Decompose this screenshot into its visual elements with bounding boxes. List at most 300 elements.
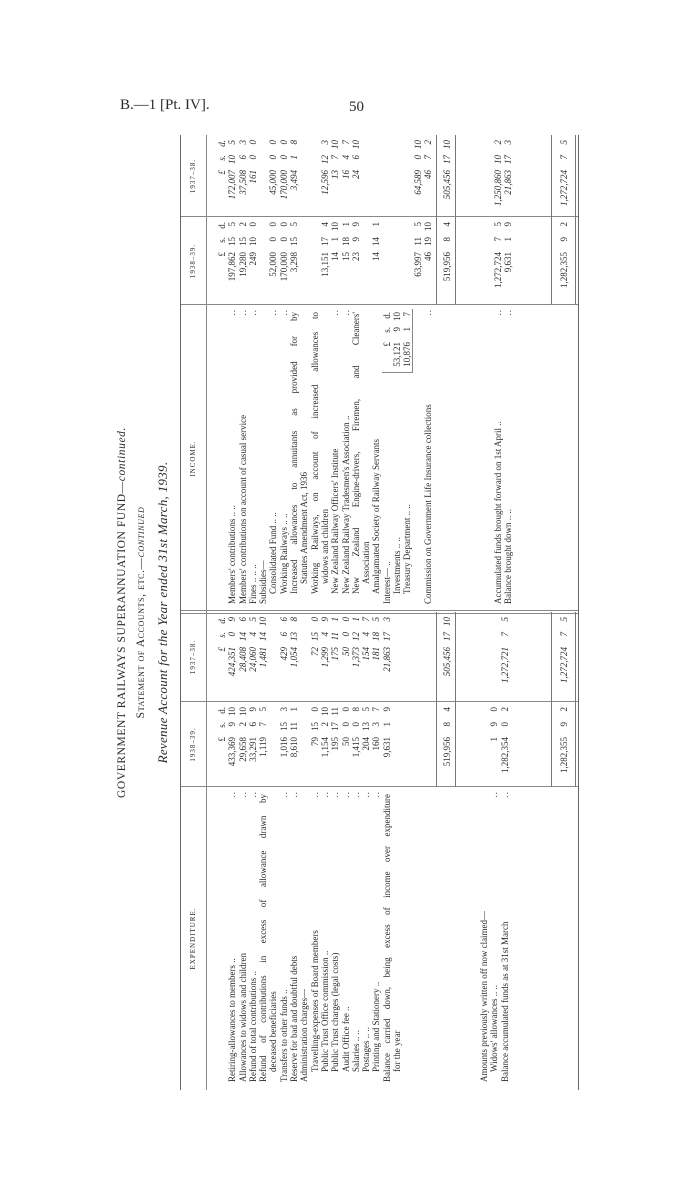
shillings: 7 bbox=[559, 155, 569, 160]
row-label bbox=[217, 787, 227, 1090]
pence: 8 bbox=[350, 707, 361, 712]
pounds: 170,000 bbox=[278, 252, 289, 282]
pence: 10 bbox=[392, 312, 403, 321]
amount-1938-39 bbox=[248, 217, 258, 305]
dot-leader: .. bbox=[503, 309, 514, 316]
row-label bbox=[310, 305, 320, 612]
label-text: Public Trust charges (legal costs) bbox=[330, 952, 341, 1072]
amount-1937-38 bbox=[320, 135, 330, 217]
shillings: 15 bbox=[289, 237, 300, 246]
table-row bbox=[299, 135, 309, 612]
pence: 6 bbox=[237, 617, 248, 622]
shillings: 11 bbox=[330, 632, 341, 641]
table-row bbox=[310, 612, 320, 1090]
dot-leader: .. bbox=[247, 791, 258, 798]
shillings: 0 bbox=[268, 155, 279, 160]
label-text: Administration charges— bbox=[299, 988, 310, 1082]
grand-total-row bbox=[551, 612, 576, 1090]
dot-leader: .. bbox=[361, 791, 372, 798]
pounds: 10,876 bbox=[402, 342, 413, 367]
pence: 4 bbox=[319, 222, 330, 227]
amount-1937-38 bbox=[341, 612, 351, 702]
table-row bbox=[238, 135, 248, 612]
pence: 5 bbox=[227, 222, 238, 227]
pounds: 1,373 bbox=[350, 647, 361, 668]
row-label bbox=[361, 787, 371, 1090]
pounds: 519,956 bbox=[442, 252, 452, 282]
pence: 5 bbox=[493, 222, 503, 227]
amount-1938-39 bbox=[500, 702, 510, 787]
table-row bbox=[248, 612, 258, 1090]
pence: 4 bbox=[442, 222, 452, 227]
dot-leader: .. bbox=[340, 791, 351, 798]
income-total bbox=[436, 135, 456, 612]
table-row bbox=[248, 135, 258, 612]
pence: d. bbox=[381, 312, 392, 319]
amount-1938-39 bbox=[279, 217, 289, 305]
total-1938-39 bbox=[436, 702, 456, 787]
table-row bbox=[299, 612, 309, 1090]
shillings: 17 bbox=[319, 237, 330, 246]
row-label bbox=[341, 787, 351, 1090]
row-label bbox=[320, 305, 330, 612]
row-label bbox=[217, 305, 227, 612]
shillings: 6 bbox=[278, 632, 289, 637]
pounds: 23 bbox=[350, 252, 361, 261]
label-text: widows and children bbox=[319, 509, 330, 584]
row-label bbox=[310, 787, 320, 1090]
table-row bbox=[423, 135, 433, 612]
pounds: 64,589 bbox=[412, 170, 423, 195]
row-label bbox=[500, 787, 510, 1090]
shillings: 2 bbox=[237, 722, 248, 727]
row-label bbox=[268, 787, 278, 1090]
label-text: Widows' allowances .. .. bbox=[489, 985, 500, 1072]
amount-1937-38 bbox=[238, 135, 248, 217]
pence: 0 bbox=[278, 222, 289, 227]
label-text: Allowances to widows and children bbox=[237, 953, 248, 1082]
table-row bbox=[320, 135, 330, 612]
dot-leader: .. bbox=[330, 791, 341, 798]
row-label bbox=[371, 305, 381, 612]
label-text: Amounts previously written off now claimed— bbox=[479, 910, 489, 1082]
shillings: 15 bbox=[309, 632, 320, 641]
amount-1938-39 bbox=[423, 217, 433, 305]
label-text: deceased beneficiaries bbox=[268, 991, 279, 1072]
amount-1938-39 bbox=[493, 217, 503, 305]
pounds: 154 bbox=[361, 647, 372, 661]
label-text: Refund of total contributions .. bbox=[247, 971, 258, 1082]
row-label bbox=[330, 787, 340, 1090]
pounds: 1,054 bbox=[289, 647, 300, 668]
total-row bbox=[436, 135, 456, 612]
dot-leader: .. bbox=[309, 791, 320, 798]
expenditure-grand-total bbox=[551, 612, 576, 1090]
pounds: 52,000 bbox=[268, 252, 279, 277]
amount-1937-38 bbox=[330, 135, 340, 217]
table-row bbox=[330, 612, 340, 1090]
currency-1937-38 bbox=[217, 135, 227, 217]
pence: 5 bbox=[559, 617, 569, 622]
pounds: 33,291 bbox=[247, 737, 258, 762]
pounds: 1,282,355 bbox=[559, 737, 569, 773]
shillings: 11 bbox=[412, 237, 423, 246]
table-row bbox=[351, 135, 361, 612]
account-title: Revenue Account for the Year ended 31st March, 1939. bbox=[155, 461, 170, 764]
shillings: s. bbox=[217, 237, 227, 243]
shillings: 7 bbox=[258, 722, 269, 727]
label-text bbox=[217, 309, 227, 604]
pence: 7 bbox=[361, 617, 372, 622]
row-label bbox=[503, 305, 513, 612]
label-text: Postages .. .. bbox=[361, 1027, 372, 1072]
amount-1938-39 bbox=[238, 702, 248, 787]
label-text bbox=[217, 791, 227, 1082]
pounds: 249 bbox=[247, 252, 258, 266]
amount-1938-39 bbox=[320, 217, 330, 305]
pounds: 53,121 bbox=[392, 342, 403, 367]
amount-1937-38 bbox=[268, 612, 278, 702]
pounds: 1,272,724 bbox=[559, 170, 569, 206]
row-label bbox=[392, 787, 402, 1090]
amount-1938-39 bbox=[503, 217, 513, 305]
row-label bbox=[268, 305, 278, 612]
pence: 3 bbox=[381, 617, 392, 622]
pence: 9 bbox=[381, 707, 392, 712]
amount-1937-38 bbox=[413, 135, 423, 217]
currency-1937-38 bbox=[217, 612, 227, 702]
table-row bbox=[279, 612, 289, 1090]
dot-leader: .. bbox=[227, 309, 238, 316]
shillings: 18 bbox=[371, 632, 382, 641]
shillings: 9 bbox=[392, 327, 403, 332]
header-inc-1937-38: 1937–38. bbox=[189, 158, 197, 194]
label-text: Association bbox=[361, 541, 372, 584]
pounds: 63,997 bbox=[412, 252, 423, 277]
amount-1938-39 bbox=[227, 702, 237, 787]
row-label bbox=[436, 787, 456, 1090]
shillings: 15 bbox=[278, 722, 289, 731]
pence: 8 bbox=[289, 140, 300, 145]
table-row bbox=[279, 135, 289, 612]
rotated-statement bbox=[110, 135, 577, 1090]
shillings: 1 bbox=[289, 155, 300, 160]
table-row bbox=[341, 612, 351, 1090]
shillings: 2 bbox=[319, 722, 330, 727]
row-label bbox=[551, 787, 576, 1090]
shillings: 15 bbox=[309, 722, 320, 731]
pounds: 9,631 bbox=[381, 737, 392, 758]
label-text: Retiring-allowances to members .. bbox=[227, 958, 238, 1082]
label-text: Treasury Department .. .. bbox=[402, 504, 413, 594]
row-label bbox=[227, 305, 237, 612]
pence: d. bbox=[217, 617, 227, 624]
amount-1938-39 bbox=[371, 702, 381, 787]
row-label bbox=[392, 305, 402, 612]
pence: d. bbox=[217, 707, 227, 714]
table-row bbox=[289, 612, 299, 1090]
label-text: Consolidated Fund .. .. bbox=[268, 512, 279, 594]
pounds: 21,863 bbox=[503, 170, 514, 195]
row-label bbox=[371, 787, 381, 1090]
pence: 1 bbox=[289, 707, 300, 712]
pence: 7 bbox=[402, 312, 413, 317]
table-row bbox=[371, 612, 381, 1090]
pence: 10 bbox=[330, 222, 341, 231]
pounds: 14 bbox=[330, 252, 341, 261]
pence: 11 bbox=[330, 707, 341, 716]
pounds: 15 bbox=[340, 252, 351, 261]
shillings: s. bbox=[217, 155, 227, 161]
pence: d. bbox=[217, 140, 227, 147]
table-row bbox=[392, 135, 402, 612]
table-row bbox=[413, 135, 423, 612]
row-label bbox=[227, 787, 237, 1090]
pounds: 24,060 bbox=[247, 647, 258, 672]
total-1937-38 bbox=[436, 612, 456, 702]
dot-leader: .. bbox=[278, 309, 289, 316]
row-label bbox=[382, 787, 392, 1090]
total-row bbox=[436, 612, 456, 1090]
dot-leader: .. bbox=[237, 309, 248, 316]
amount-1937-38 bbox=[310, 135, 320, 217]
dot-leader: .. bbox=[330, 309, 341, 316]
pence: 10 bbox=[237, 707, 248, 716]
dot-leader: .. bbox=[278, 791, 289, 798]
shillings: 10 bbox=[247, 237, 258, 246]
amount-1937-38 bbox=[299, 135, 309, 217]
shillings: 3 bbox=[371, 722, 382, 727]
pounds: 175 bbox=[330, 647, 341, 661]
dot-leader: .. bbox=[489, 791, 500, 798]
pounds: 9,631 bbox=[503, 252, 514, 273]
amount-1938-39 bbox=[299, 217, 309, 305]
pounds: 1,299 bbox=[319, 647, 330, 668]
amount-1938-39 bbox=[227, 217, 237, 305]
amount-1937-38 bbox=[258, 135, 268, 217]
row-label bbox=[258, 787, 268, 1090]
amount-1937-38 bbox=[289, 612, 299, 702]
pounds: 46 bbox=[422, 170, 433, 179]
pence: 1 bbox=[371, 222, 382, 227]
shillings: 7 bbox=[330, 155, 341, 160]
shillings: 13 bbox=[361, 722, 372, 731]
table-row bbox=[268, 612, 278, 1090]
total-1937-38 bbox=[436, 135, 456, 217]
pence: 3 bbox=[319, 140, 330, 145]
shillings: s. bbox=[217, 722, 227, 728]
row-label bbox=[289, 787, 299, 1090]
row-label bbox=[258, 305, 268, 612]
pounds: 424,351 bbox=[227, 647, 238, 677]
pence: 10 bbox=[412, 140, 423, 149]
pence: 10 bbox=[442, 140, 452, 149]
row-label bbox=[489, 787, 499, 1090]
row-label bbox=[361, 305, 371, 612]
table-row bbox=[402, 135, 412, 612]
shillings: 18 bbox=[340, 237, 351, 246]
pence: 7 bbox=[371, 707, 382, 712]
amount-1937-38 bbox=[289, 135, 299, 217]
pence: 0 bbox=[247, 140, 258, 145]
document-reference: B.—1 [Pt. IV]. bbox=[120, 97, 210, 113]
row-label bbox=[479, 787, 489, 1090]
fund-title-text: GOVERNMENT RAILWAYS SUPERANNUATION FUND— bbox=[116, 481, 128, 798]
shillings: 7 bbox=[499, 632, 510, 637]
header-inc-1938-39: 1938–39. bbox=[189, 243, 197, 279]
pence: 0 bbox=[268, 140, 279, 145]
amount-1938-39 bbox=[238, 217, 248, 305]
amount-1938-39 bbox=[310, 217, 320, 305]
amount-1937-38 bbox=[423, 135, 433, 217]
pounds: 204 bbox=[361, 737, 372, 751]
shillings: 7 bbox=[493, 237, 503, 242]
total-1938-39 bbox=[551, 702, 576, 787]
label-text: Reserve for bad and doubtful debts bbox=[289, 955, 300, 1082]
amount-1938-39 bbox=[479, 702, 489, 787]
table-row bbox=[258, 612, 268, 1090]
pence: 2 bbox=[499, 707, 510, 712]
shillings: 14 bbox=[258, 632, 269, 641]
table-row bbox=[503, 135, 513, 612]
label-text: New Zealand Engine-drivers, Firemen, and Cleaners' bbox=[350, 312, 361, 594]
amount-1937-38 bbox=[371, 612, 381, 702]
pence: 5 bbox=[258, 707, 269, 712]
dot-leader: .. bbox=[350, 791, 361, 798]
label-text: Refund of contributions in excess of allowance drawn by bbox=[258, 794, 269, 1082]
amount-1938-39 bbox=[392, 217, 402, 305]
amount-1938-39 bbox=[413, 217, 423, 305]
row-label bbox=[279, 787, 289, 1090]
shillings: s. bbox=[381, 327, 392, 333]
row-label bbox=[413, 305, 423, 612]
shillings: 17 bbox=[442, 155, 452, 164]
label-text: Audit Office fee .. bbox=[340, 1006, 351, 1072]
header-exp-1938-39: 1938–39. bbox=[189, 727, 197, 762]
expenditure-rows bbox=[217, 612, 402, 1090]
label-text: Working Railways .. .. bbox=[278, 513, 289, 594]
label-text: Salaries .. .. bbox=[350, 1030, 361, 1072]
amount-1938-39 bbox=[382, 217, 392, 305]
amount-1938-39 bbox=[279, 702, 289, 787]
table-row bbox=[341, 135, 351, 612]
shillings: 15 bbox=[237, 237, 248, 246]
amount-1937-38 bbox=[371, 135, 381, 217]
amount-1937-38 bbox=[500, 612, 510, 702]
row-label bbox=[402, 305, 412, 612]
label-text: Increased allowances to annuitants as provided for by bbox=[289, 312, 300, 594]
pounds: 45,000 bbox=[268, 170, 279, 195]
label-text: New Zealand Railway Officers' Institute bbox=[330, 448, 341, 594]
pounds: 505,456 bbox=[442, 647, 452, 677]
amount-1938-39 bbox=[361, 217, 371, 305]
label-text bbox=[436, 309, 456, 604]
row-label bbox=[248, 787, 258, 1090]
shillings: 0 bbox=[412, 155, 423, 160]
pounds: 14 bbox=[371, 252, 382, 261]
dot-leader: .. bbox=[319, 791, 330, 798]
amount-1938-39 bbox=[402, 217, 412, 305]
table-row bbox=[330, 135, 340, 612]
pounds: 12,596 bbox=[319, 170, 330, 195]
pence: 5 bbox=[499, 617, 510, 622]
amount-1938-39 bbox=[382, 702, 392, 787]
shillings: 12 bbox=[350, 632, 361, 641]
amount-1938-39 bbox=[351, 217, 361, 305]
table-row bbox=[351, 612, 361, 1090]
amount-1938-39 bbox=[289, 217, 299, 305]
dot-leader: .. bbox=[422, 309, 433, 316]
pence: 2 bbox=[493, 140, 503, 145]
label-text: Balance carried down, being excess of income over expenditure bbox=[381, 794, 392, 1082]
pounds: 50 bbox=[340, 647, 351, 656]
shillings: 11 bbox=[289, 722, 300, 731]
header-exp-1937-38: 1937–38. bbox=[189, 639, 197, 675]
pence: 10 bbox=[350, 140, 361, 149]
label-text: for the year bbox=[392, 1030, 403, 1072]
label-text: Balance accumulated funds as at 31st March bbox=[499, 921, 510, 1082]
amount-1938-39 bbox=[268, 702, 278, 787]
amount-1938-39 bbox=[330, 702, 340, 787]
row-label bbox=[423, 305, 433, 612]
amount-1937-38 bbox=[489, 612, 499, 702]
row-label bbox=[493, 305, 503, 612]
pounds: £ bbox=[217, 170, 227, 175]
pounds: 195 bbox=[330, 737, 341, 751]
pounds: 1,415 bbox=[350, 737, 361, 758]
pounds: 1,250,860 bbox=[493, 170, 503, 206]
pounds: 8,610 bbox=[289, 737, 300, 758]
table-row bbox=[258, 135, 268, 612]
dot-leader: .. bbox=[227, 791, 238, 798]
pence: 2 bbox=[422, 140, 433, 145]
label-text: Members' contributions .. .. bbox=[227, 505, 238, 604]
shillings: 4 bbox=[340, 155, 351, 160]
pence: 0 bbox=[340, 617, 351, 622]
pence: 5 bbox=[247, 617, 258, 622]
amount-1937-38 bbox=[227, 135, 237, 217]
pounds: 1,154 bbox=[319, 737, 330, 758]
pounds: 72 bbox=[309, 647, 320, 656]
pounds: 1,272,721 bbox=[499, 647, 510, 683]
amount-1937-38 bbox=[392, 135, 402, 217]
pounds: £ bbox=[217, 737, 227, 742]
shillings: 4 bbox=[361, 632, 372, 637]
pence: 10 bbox=[442, 617, 452, 626]
amount-1938-39 bbox=[392, 702, 402, 787]
fund-title-continued: continued. bbox=[116, 427, 128, 482]
amount-1937-38 bbox=[279, 135, 289, 217]
interest-subamount bbox=[392, 309, 402, 373]
pounds: 1,016 bbox=[278, 737, 289, 758]
label-text: Printing and Stationery .. bbox=[371, 981, 382, 1072]
pounds: 172,007 bbox=[227, 170, 238, 200]
label-text: Public Trust Office commission .. bbox=[319, 950, 330, 1072]
label-text: Accumulated funds brought forward on 1st April .. bbox=[493, 421, 503, 604]
shillings: 0 bbox=[278, 237, 289, 242]
pence: 3 bbox=[278, 707, 289, 712]
amount-1938-39 bbox=[299, 702, 309, 787]
pence: 10 bbox=[258, 617, 269, 626]
row-label bbox=[436, 305, 456, 612]
amount-1937-38 bbox=[382, 135, 392, 217]
pounds: 1,282,354 bbox=[499, 737, 510, 773]
amount-1938-39 bbox=[371, 217, 381, 305]
shillings: 7 bbox=[422, 155, 433, 160]
pence: 5 bbox=[559, 140, 569, 145]
amount-1937-38 bbox=[258, 612, 268, 702]
label-text bbox=[551, 309, 576, 604]
